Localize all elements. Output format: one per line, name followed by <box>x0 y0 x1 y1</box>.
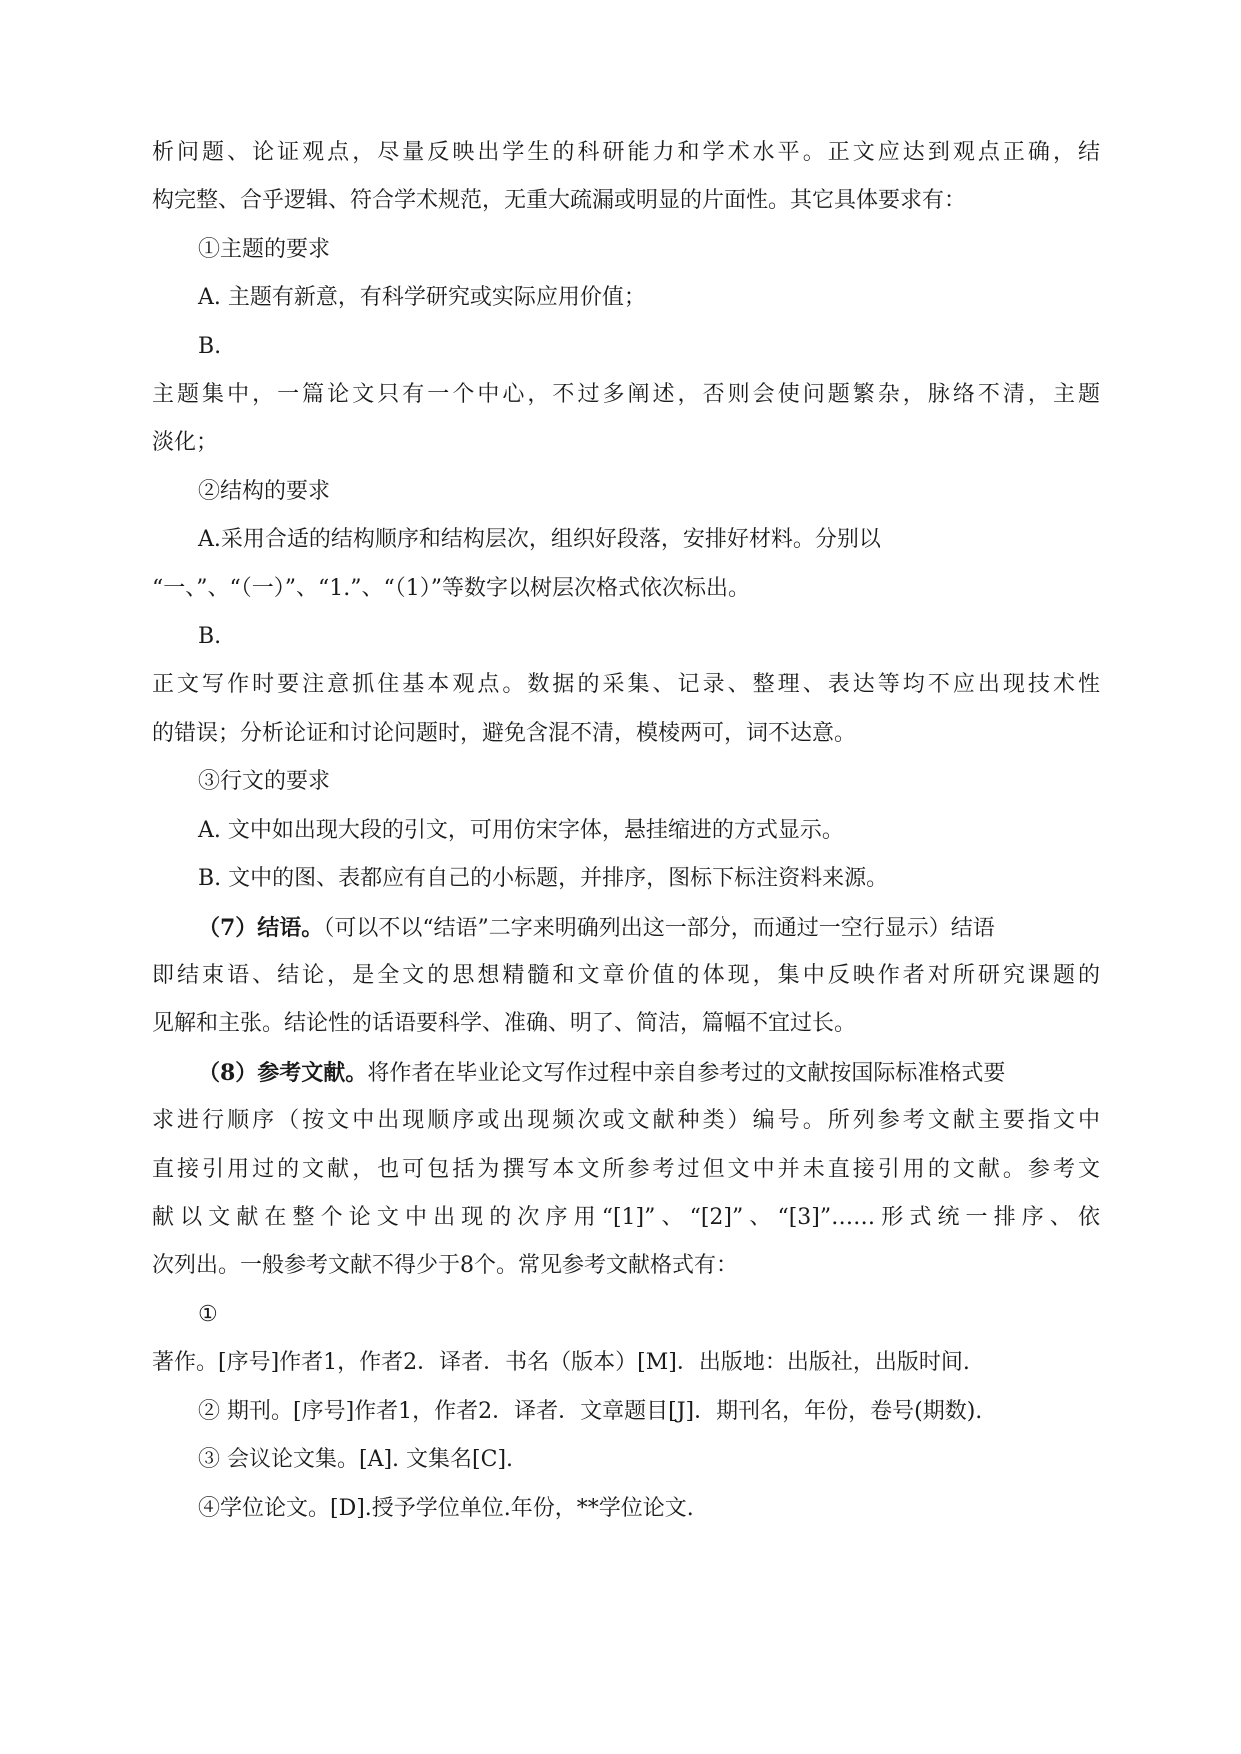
body-text-line: 的错误；分析论证和讨论问题时，避免含混不清，模棱两可，词不达意。 <box>152 721 857 746</box>
reference-format-thesis: ④学位论文。[D].授予学位单位.年份，**学位论文. <box>198 1496 694 1521</box>
reference-format-journal: ② 期刊。[序号]作者1，作者2．译者．文章题目[J]．期刊名，年份，卷号(期数). <box>198 1399 983 1424</box>
subheading-writing: ③行文的要求 <box>198 769 331 794</box>
list-item: A. 文中如出现大段的引文，可用仿宋字体，悬挂缩进的方式显示。 <box>198 818 844 843</box>
conclusion-paragraph-start <box>198 913 995 944</box>
body-text: 将作者在毕业论文写作过程中亲自参考过的文献按国际标准格式要 <box>367 1061 1006 1086</box>
body-text-line: 淡化； <box>152 430 219 455</box>
list-item-marker: B. <box>198 334 222 359</box>
body-text-line: 构完整、合乎逻辑、符合学术规范，无重大疏漏或明显的片面性。其它具体要求有： <box>152 188 967 213</box>
body-text-line: 求进行顺序（按文中出现顺序或出现频次或文献种类）编号。所列参考文献主要指文中 <box>152 1108 1100 1133</box>
reference-format-proceedings: ③ 会议论文集。[A]. 文集名[C]. <box>198 1447 514 1472</box>
body-text-line: 正文写作时要注意抓住基本观点。数据的采集、记录、整理、表达等均不应出现技术性 <box>152 672 1100 697</box>
body-text-line: 主题集中，一篇论文只有一个中心，不过多阐述，否则会使问题繁杂，脉络不清，主题 <box>152 382 1100 407</box>
subheading-theme: ①主题的要求 <box>198 237 331 262</box>
list-item: A. 主题有新意，有科学研究或实际应用价值； <box>198 285 646 310</box>
body-text-line: 次列出。一般参考文献不得少于8个。常见参考文献格式有： <box>152 1253 738 1278</box>
list-item: B. 文中的图、表都应有自己的小标题，并排序，图标下标注资料来源。 <box>198 866 889 891</box>
references-paragraph-start <box>198 1058 1005 1089</box>
body-text-line: 见解和主张。结论性的话语要科学、准确、明了、简洁，篇幅不宜过长。 <box>152 1011 857 1036</box>
list-item-marker: ① <box>198 1302 218 1327</box>
list-item: A.采用合适的结构顺序和结构层次，组织好段落，安排好材料。分别以 <box>198 527 881 552</box>
subheading-structure: ②结构的要求 <box>198 479 331 504</box>
body-text-line: 即结束语、结论，是全文的思想精髓和文章价值的体现，集中反映作者对所研究课题的 <box>152 963 1100 988</box>
list-item-marker: B. <box>198 624 222 649</box>
body-text: （可以不以“结语”二字来明确列出这一部分，而通过一空行显示）结语 <box>323 916 995 941</box>
reference-format-book: 著作。[序号]作者1，作者2．译者．书名（版本）[M]．出版地：出版社，出版时间. <box>152 1350 970 1375</box>
section-heading-references: （8）参考文献。 <box>198 1060 368 1086</box>
body-text-line: 直接引用过的文献，也可包括为撰写本文所参考过但文中并未直接引用的文献。参考文 <box>152 1157 1100 1182</box>
body-text-line: “一、”、“（一）”、“1.”、“（1）”等数字以树层次格式依次标出。 <box>152 576 750 601</box>
body-text-line: 献以文献在整个论文中出现的次序用“[1]”、“[2]”、“[3]”……形式统一排序、依 <box>152 1205 1100 1230</box>
section-heading-conclusion: （7）结语。 <box>198 915 324 941</box>
body-text-line: 析问题、论证观点，尽量反映出学生的科研能力和学术水平。正文应达到观点正确，结 <box>152 140 1100 165</box>
